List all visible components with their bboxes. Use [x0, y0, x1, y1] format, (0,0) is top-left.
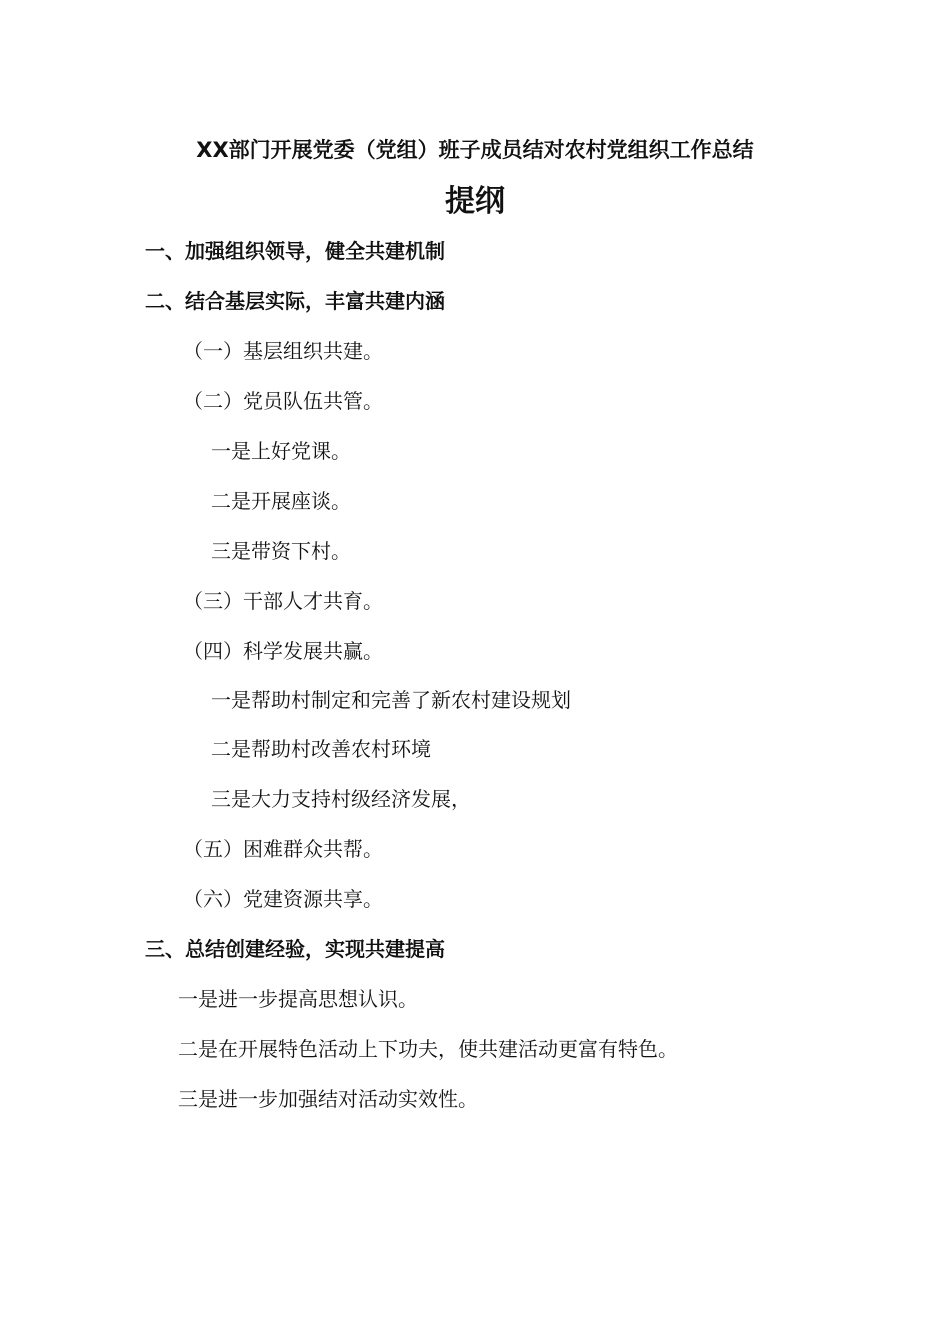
subsection-item: （三）干部人才共育。: [183, 589, 383, 613]
list-item: 三是进一步加强结对活动实效性。: [178, 1087, 478, 1111]
list-item: 二是开展座谈。: [211, 489, 351, 513]
list-item: 三是带资下村。: [211, 539, 351, 563]
list-item: 二是帮助村改善农村环境: [211, 737, 431, 761]
document-title: XX部门开展党委（党组）班子成员结对农村党组织工作总结: [196, 138, 754, 162]
document-subtitle: 提纲: [445, 184, 505, 219]
list-item: 二是在开展特色活动上下功夫，使共建活动更富有特色。: [178, 1037, 678, 1061]
section-heading-3: 三、总结创建经验，实现共建提高: [145, 937, 445, 961]
section-heading-1: 一、加强组织领导，健全共建机制: [145, 239, 445, 263]
list-item: 一是进一步提高思想认识。: [178, 987, 418, 1011]
subsection-item: （五）困难群众共帮。: [183, 837, 383, 861]
subsection-item: （六）党建资源共享。: [183, 887, 383, 911]
list-item: 三是大力支持村级经济发展，: [211, 787, 471, 811]
list-item: 一是上好党课。: [211, 439, 351, 463]
subsection-item: （四）科学发展共赢。: [183, 639, 383, 663]
list-item: 一是帮助村制定和完善了新农村建设规划: [211, 688, 571, 712]
subsection-item: （一）基层组织共建。: [183, 339, 383, 363]
subsection-item: （二）党员队伍共管。: [183, 389, 383, 413]
section-heading-2: 二、结合基层实际，丰富共建内涵: [145, 289, 445, 313]
